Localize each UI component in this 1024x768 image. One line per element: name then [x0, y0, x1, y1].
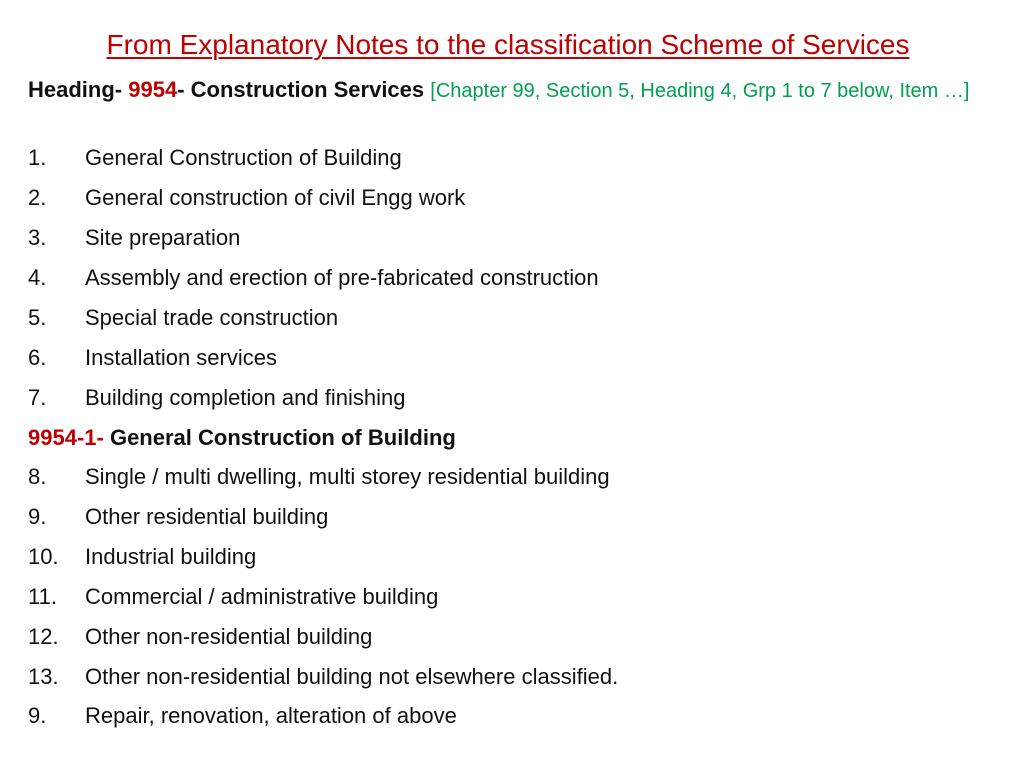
heading-name: - Construction Services: [177, 77, 431, 102]
list-item-text: Special trade construction: [85, 305, 339, 330]
list-item-number: 2.: [28, 185, 47, 210]
list-item-number: 12.: [28, 624, 59, 649]
list-item: [28, 262, 988, 294]
list-item-number: 7.: [28, 385, 47, 410]
list-item: [28, 700, 988, 732]
list-item-text: Building completion and finishing: [85, 385, 406, 410]
list-item-number: 13.: [28, 664, 59, 689]
list-item-text: Other residential building: [85, 504, 329, 529]
list-item-text: Site preparation: [85, 225, 241, 250]
list-item: [28, 581, 988, 613]
list-item-text: Industrial building: [85, 544, 257, 569]
list-item: [28, 382, 988, 414]
list-item-number: 5.: [28, 305, 47, 330]
heading-note: [Chapter 99, Section 5, Heading 4, Grp 1 to 7 below, Item …]: [430, 80, 970, 102]
list-item-number: 10.: [28, 544, 59, 569]
list-item-text: Single / multi dwelling, multi storey residential building: [85, 464, 610, 489]
list-item: [28, 302, 988, 334]
list-item-text: General construction of civil Engg work: [85, 185, 466, 210]
subheading-code: 9954-1-: [28, 425, 110, 450]
list-item: [28, 142, 988, 174]
list-item-text: Other non-residential building not elsewhere classified.: [85, 664, 619, 689]
heading-line: [28, 74, 1024, 107]
list-item: [28, 501, 988, 533]
list-item-number: 3.: [28, 225, 47, 250]
list-item: [28, 222, 988, 254]
list-item-number: 1.: [28, 145, 47, 170]
list-item: [28, 461, 988, 493]
list-item-number: 9.: [28, 703, 47, 728]
list-item: [28, 342, 988, 374]
list-item: [28, 541, 988, 573]
list-item-number: 8.: [28, 464, 47, 489]
list-item: [28, 182, 988, 214]
list-item: [28, 621, 988, 653]
list-item-text: Commercial / administrative building: [85, 584, 439, 609]
list-item-number: 9.: [28, 504, 47, 529]
list-item-number: 11.: [28, 584, 57, 609]
list-item-text: General Construction of Building: [85, 145, 402, 170]
heading-prefix: Heading-: [28, 77, 129, 102]
list-item-number: 4.: [28, 265, 47, 290]
slide-title: From Explanatory Notes to the classification Scheme of Services: [106, 29, 910, 60]
subheading-name: General Construction of Building: [109, 425, 456, 450]
list-item-text: Repair, renovation, alteration of above: [85, 703, 457, 728]
heading-code: 9954: [128, 77, 178, 102]
list-item-text: Assembly and erection of pre-fabricated construction: [85, 265, 599, 290]
list-item: [28, 661, 988, 693]
list-item-number: 6.: [28, 345, 47, 370]
subheading-line: [28, 422, 456, 454]
list-item-text: Installation services: [85, 345, 277, 370]
list-item-text: Other non-residential building: [85, 624, 373, 649]
